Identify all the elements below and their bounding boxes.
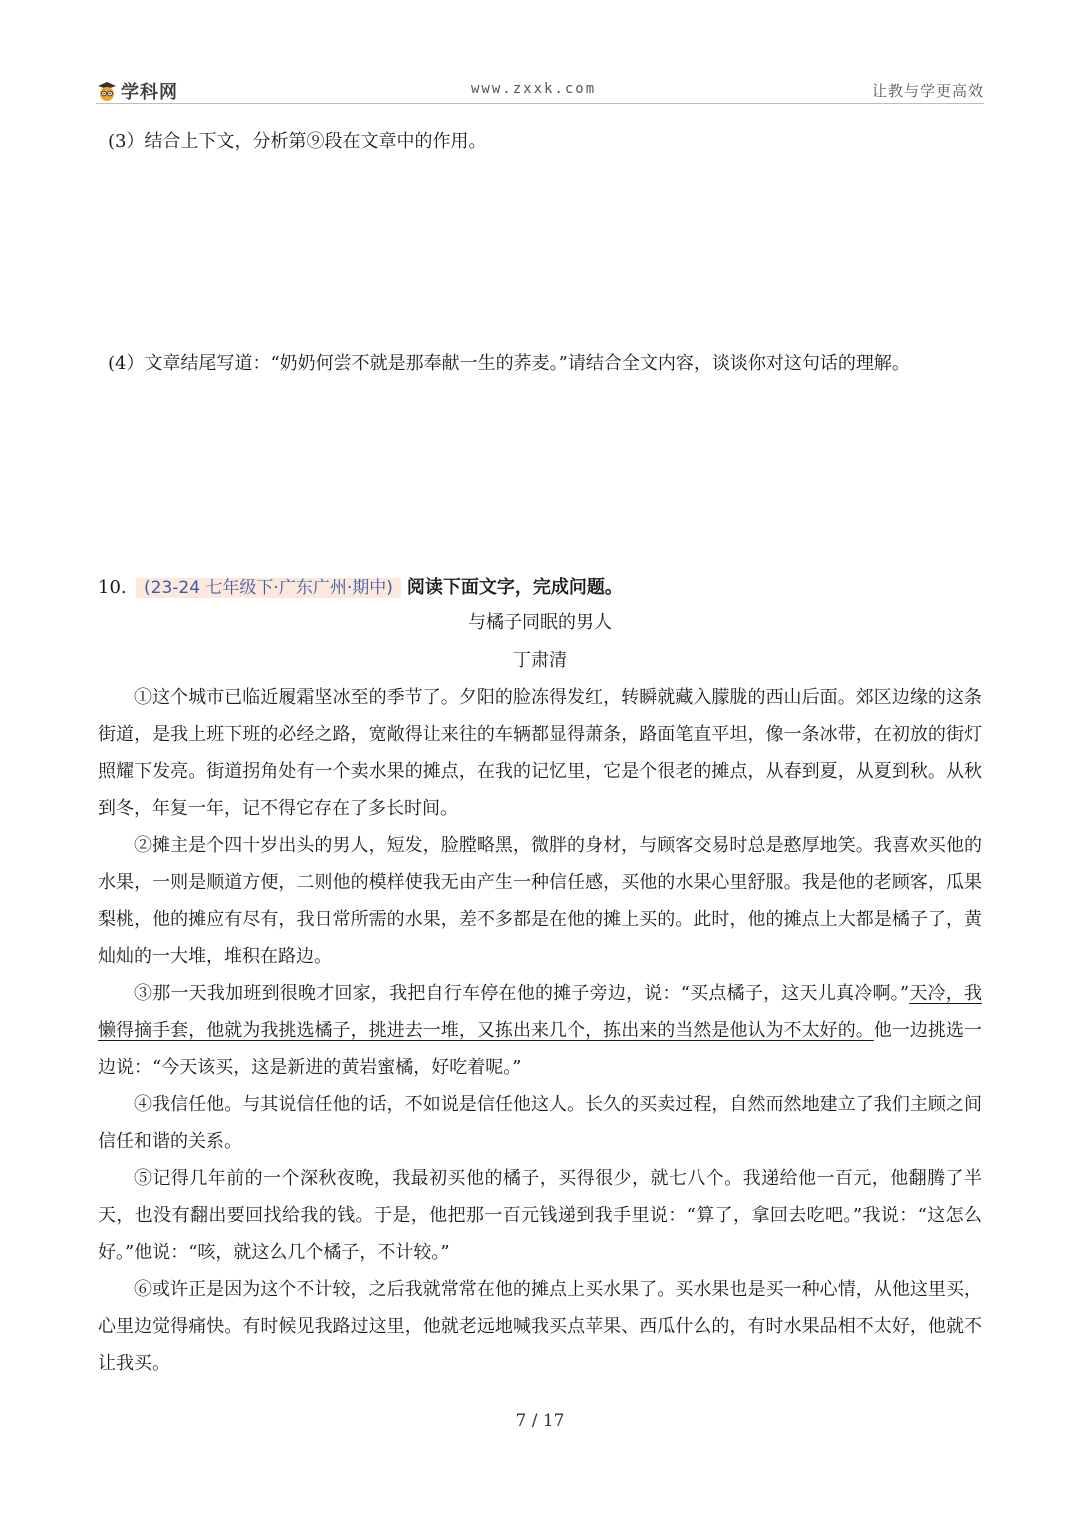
- paragraph-3: [98, 975, 982, 1086]
- question-10-heading: [98, 573, 623, 603]
- paragraph-1: ①这个城市已临近履霜坚冰至的季节了。夕阳的脸冻得发红，转瞬就藏入朦胧的西山后面。郊区边缘的这条街道，是我上班下班的必经之路，宽敞得让来往的车辆都显得萧条，路面笔直平坦，像一条冰带，在初放的街灯照耀下发亮。街道拐角处有一个卖水果的摊点，在我的记忆里，它是个很老的摊点，从春到夏，从夏到秋。从秋到冬，年复一年，记不得它存在了多长时间。: [98, 687, 982, 819]
- site-logo[interactable]: [96, 78, 178, 104]
- paragraph-3-part-1: ③那一天我加班到很晚才回家，我把自行车停在他的摊子旁边，说：“买点橘子，这天儿真冷啊。”: [134, 983, 910, 1004]
- question-3: (3）结合上下文，分析第⑨段在文章中的作用。: [108, 131, 487, 152]
- question-number: 10.: [98, 577, 127, 598]
- question-instruction: 阅读下面文字，完成问题。: [406, 577, 623, 598]
- site-slogan: 让教与学更高效: [871, 82, 984, 100]
- article-title: 与橘子同眠的男人: [468, 612, 612, 633]
- owl-logo-icon: [96, 80, 118, 102]
- question-4: (4）文章结尾写道：“奶奶何尝不就是那奉献一生的荞麦。”请结合全文内容，谈谈你对这句话的理解。: [108, 353, 910, 374]
- page-header: [96, 76, 984, 104]
- paragraph-5: ⑤记得几年前的一个深秋夜晚，我最初买他的橘子，买得很少，就七八个。我递给他一百元，他翻腾了半天，也没有翻出要回找给我的钱。于是，他把那一百元钱递到我手里说：“算了，拿回去吃吧。”我说：“这怎么好。”他说：“咳，就这么几个橘子，不计较。”: [98, 1168, 982, 1263]
- site-url[interactable]: www.zxxk.com: [471, 81, 597, 97]
- article-author: 丁肃清: [513, 650, 567, 671]
- header-divider: [96, 103, 984, 104]
- paragraph-2: ②摊主是个四十岁出头的男人，短发，脸膛略黑，微胖的身材，与顾客交易时总是憨厚地笑。我喜欢买他的水果，一则是顺道方便，二则他的模样使我无由产生一种信任感，买他的水果心里舒服。我是他的老顾客，瓜果梨桃，他的摊应有尽有，我日常所需的水果，差不多都是在他的摊上买的。此时，他的摊点上大都是橘子了，黄灿灿的一大堆，堆积在路边。: [98, 835, 982, 967]
- underlined-sentence: 天冷，我懒得摘手套，他就为我挑选橘子，挑进去一堆，又拣出来几个，拣出来的当然是他认为不太好的。: [98, 983, 982, 1041]
- logo-text: 学科网: [121, 82, 178, 103]
- article-body: [98, 679, 982, 1382]
- paragraph-6: ⑥或许正是因为这个不计较，之后我就常常在他的摊点上买水果了。买水果也是买一种心情，从他这里买，心里边觉得痛快。有时候见我路过这里，他就老远地喊我买点苹果、西瓜什么的，有时水果品相不太好，他就不让我买。: [98, 1279, 982, 1374]
- page-number: 7 / 17: [515, 1411, 565, 1431]
- question-source-tag[interactable]: (23-24 七年级下·广东广州·期中): [136, 578, 401, 598]
- paragraph-3-part-3: 他一边挑选一边说：“今天该买，这是新进的黄岩蜜橘，好吃着呢。”: [98, 1020, 983, 1078]
- paragraph-4: ④我信任他。与其说信任他的话，不如说是信任他这人。长久的买卖过程，自然而然地建立了我们主顾之间信任和谐的关系。: [98, 1094, 982, 1152]
